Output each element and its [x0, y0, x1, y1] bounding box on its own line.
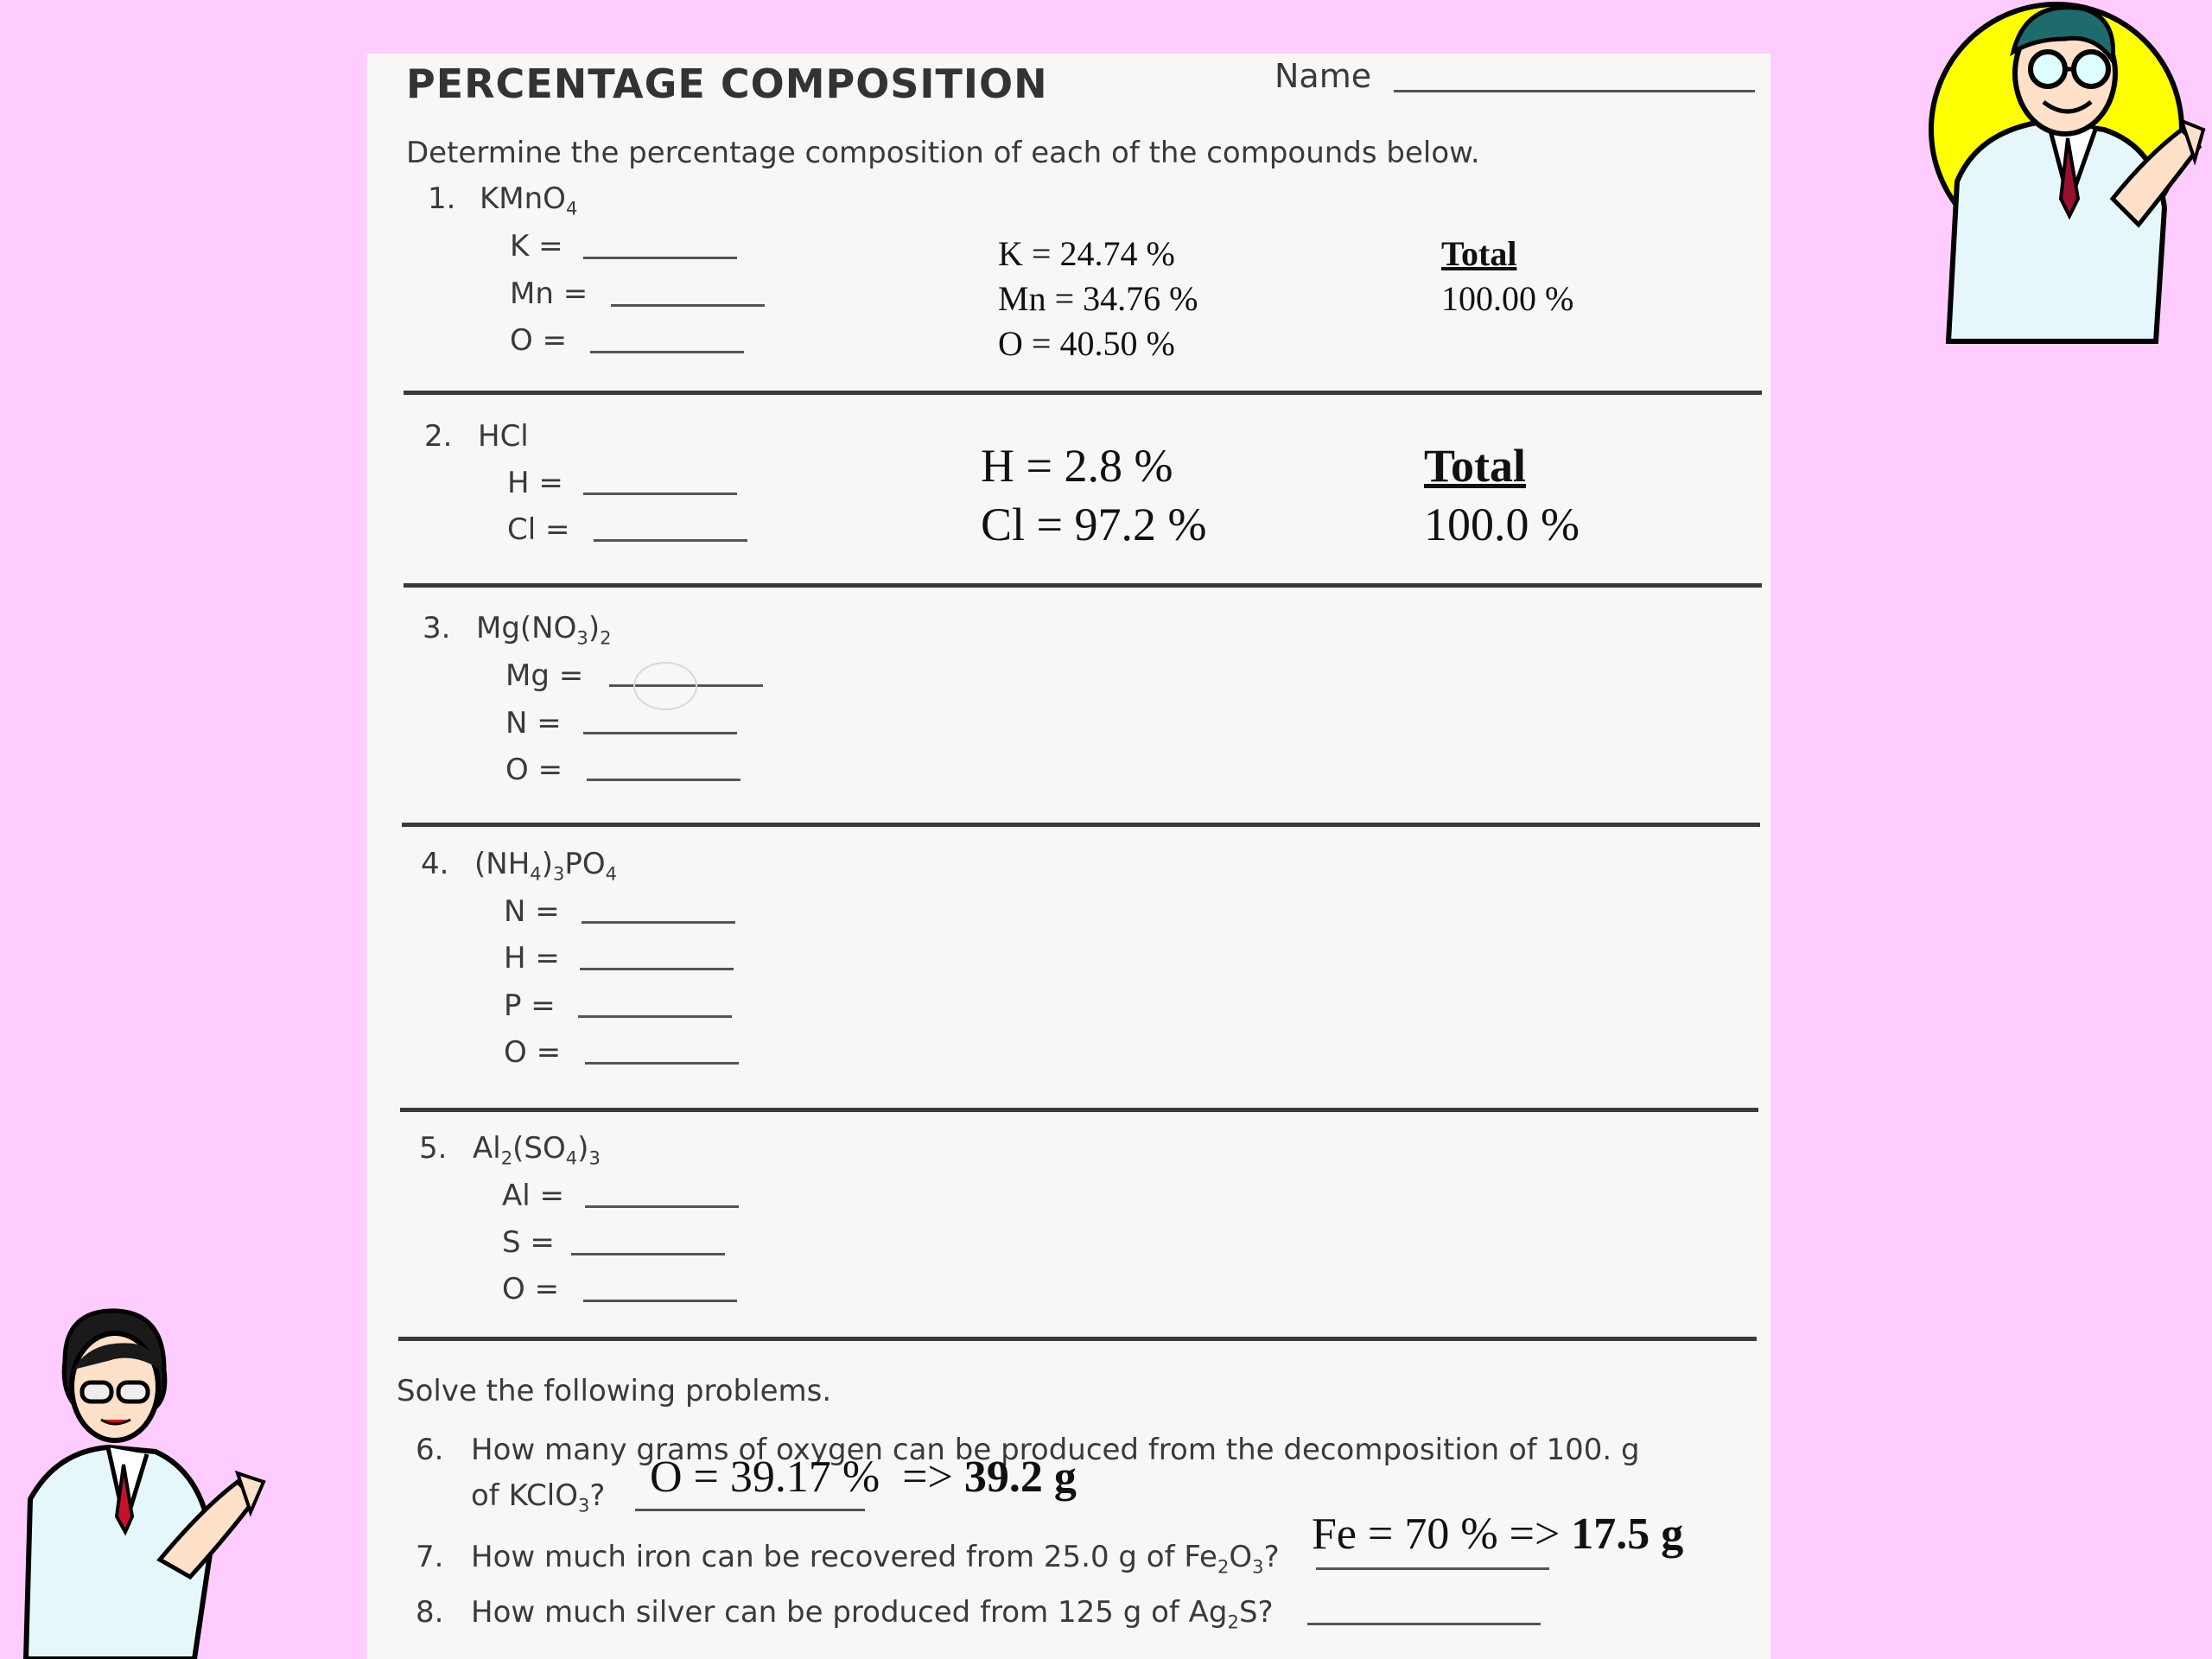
q1-answer-o: O = 40.50 % [998, 324, 1175, 363]
q6-text-line2: of KClO$_3$? [471, 1478, 606, 1516]
q6-text-line1: How many grams of oxygen can be produced from the decomposition of 100. g [471, 1433, 1640, 1467]
q6-answer: O = 39.17 % => 39.2 g [650, 1452, 1077, 1502]
q1-blank-mn[interactable] [611, 304, 765, 307]
q3-blank-n[interactable] [583, 732, 737, 734]
q5-number: 5. [419, 1131, 448, 1166]
q4-blank-n[interactable] [582, 921, 735, 924]
q1-element-mn: Mn = [510, 276, 588, 311]
q4-element-n: N = [504, 894, 560, 929]
q4-blank-o[interactable] [585, 1062, 739, 1065]
q4-element-h: H = [504, 941, 560, 976]
q8-text: How much silver can be produced from 125 g of $Ag_2S$? [471, 1595, 1274, 1633]
q1-blank-k[interactable] [583, 257, 737, 259]
q5-blank-s[interactable] [571, 1253, 725, 1255]
q1-blank-o[interactable] [590, 351, 744, 353]
pencil-circle-mark [633, 662, 697, 710]
name-field[interactable] [1394, 90, 1755, 92]
q4-formula: $(NH_4)_3PO_4$ [474, 847, 618, 885]
q2-number: 2. [424, 419, 453, 454]
q5-element-al: Al = [502, 1179, 565, 1213]
instructions: Determine the percentage composition of each of the compounds below. [406, 136, 1480, 170]
q4-blank-p[interactable] [578, 1015, 732, 1018]
worksheet-title: PERCENTAGE COMPOSITION [406, 60, 1048, 107]
q4-element-p: P = [504, 988, 556, 1023]
divider [400, 1108, 1758, 1112]
divider [404, 391, 1762, 395]
q3-blank-o[interactable] [587, 779, 741, 781]
q2-answer-cl: Cl = 97.2 % [981, 499, 1207, 550]
q7-answer-blank[interactable] [1316, 1567, 1549, 1570]
q1-answer-k: K = 24.74 % [998, 234, 1175, 273]
q8-number: 8. [416, 1595, 444, 1630]
q2-element-h: H = [507, 466, 563, 500]
divider [402, 823, 1760, 827]
q3-element-mg: Mg = [505, 658, 584, 693]
q2-blank-h[interactable] [583, 493, 737, 495]
q1-answer-mn: Mn = 34.76 % [998, 279, 1198, 318]
problems-heading: Solve the following problems. [397, 1374, 832, 1408]
q3-number: 3. [423, 611, 451, 645]
q2-element-cl: Cl = [507, 512, 570, 547]
q3-formula: $Mg(NO_3)_2$ [476, 611, 612, 649]
q2-formula: HCl [478, 419, 529, 454]
q5-blank-o[interactable] [583, 1300, 737, 1302]
divider [404, 583, 1762, 588]
q1-element-k: K = [510, 229, 563, 264]
q5-element-s: S = [502, 1225, 555, 1260]
q5-blank-al[interactable] [585, 1205, 739, 1208]
q5-formula: $Al_2(SO_4)_3$ [473, 1131, 601, 1169]
divider [398, 1337, 1757, 1341]
q3-element-o: O = [505, 753, 563, 787]
scientist-woman-icon [4, 1300, 272, 1659]
q8-answer-blank[interactable] [1307, 1623, 1541, 1625]
q3-element-n: N = [505, 706, 562, 741]
q4-blank-h[interactable] [580, 968, 734, 970]
q2-blank-cl[interactable] [594, 539, 747, 542]
q6-answer-blank[interactable] [635, 1509, 865, 1511]
q7-text: How much iron can be recovered from 25.0 g of $Fe_2O_3$? [471, 1540, 1280, 1578]
name-label: Name [1274, 57, 1372, 95]
q6-number: 6. [416, 1433, 444, 1467]
q4-element-o: O = [504, 1035, 562, 1070]
q5-element-o: O = [502, 1272, 560, 1306]
q2-total-value: 100.0 % [1424, 499, 1580, 550]
q7-number: 7. [416, 1540, 444, 1574]
q2-total-label: Total [1424, 440, 1527, 492]
q7-answer: Fe = 70 % => 17.5 g [1312, 1510, 1684, 1559]
q1-element-o: O = [510, 323, 568, 358]
q2-answer-h: H = 2.8 % [981, 440, 1173, 492]
q1-formula: KMnO$_4$ [480, 181, 578, 219]
q4-number: 4. [421, 847, 449, 881]
scientist-man-icon [1897, 0, 2212, 346]
q1-total-value: 100.00 % [1441, 279, 1574, 318]
q1-number: 1. [428, 181, 456, 216]
q1-total-label: Total [1441, 234, 1517, 273]
